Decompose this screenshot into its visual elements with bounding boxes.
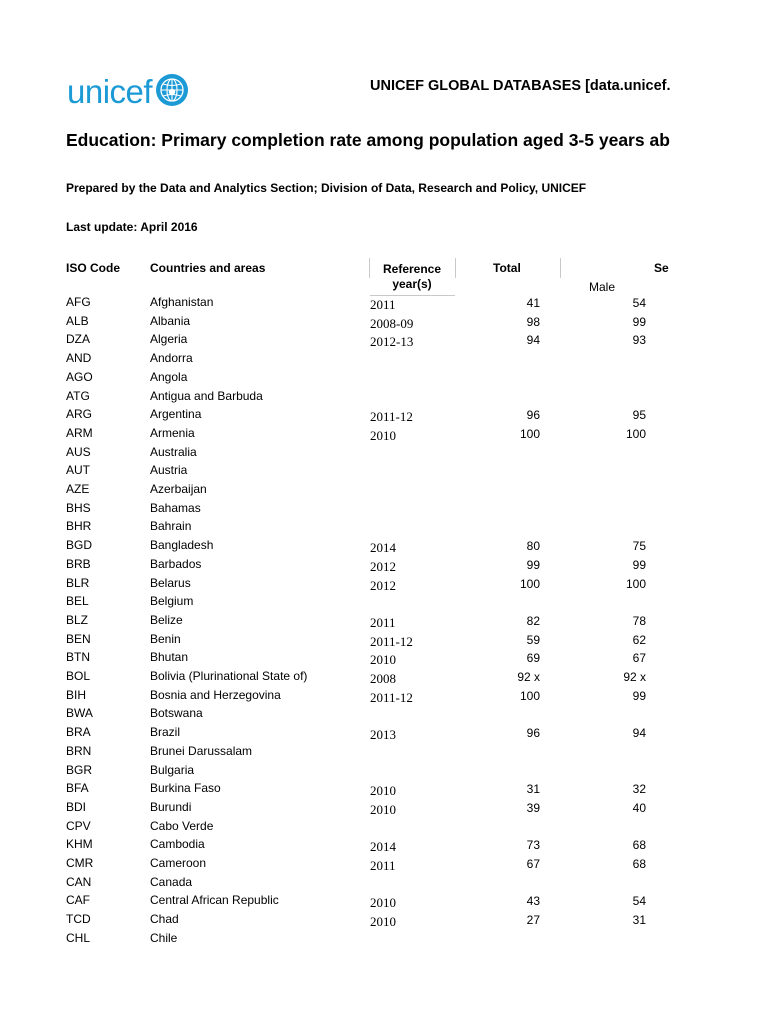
- country-cell: Bosnia and Herzegovina: [150, 687, 281, 702]
- male-cell: 54: [632, 894, 646, 909]
- iso-cell: BDI: [66, 799, 87, 814]
- country-cell: Brunei Darussalam: [150, 743, 253, 758]
- total-cell: 69: [526, 651, 540, 666]
- male-cell: 99: [632, 314, 646, 329]
- reference-year-cell: 2012: [370, 558, 396, 574]
- iso-cell: BEN: [66, 631, 91, 646]
- country-cell: Austria: [150, 463, 188, 478]
- table-row: [0, 818, 768, 837]
- total-cell: 100: [519, 688, 540, 703]
- country-cell: Argentina: [150, 407, 202, 422]
- country-cell: Cabo Verde: [150, 818, 214, 833]
- table-row: [0, 425, 768, 444]
- country-cell: Belize: [150, 612, 183, 627]
- iso-cell: BRA: [66, 725, 91, 740]
- column-header-sex: Se: [654, 261, 669, 275]
- total-cell: 59: [526, 632, 540, 647]
- male-cell: 100: [625, 426, 646, 441]
- country-cell: Cambodia: [150, 837, 205, 852]
- total-cell: 92 x: [517, 670, 540, 684]
- country-cell: Afghanistan: [150, 295, 214, 309]
- iso-cell: BRN: [66, 743, 92, 758]
- reference-year-cell: 2010: [370, 801, 396, 817]
- header-divider: [455, 258, 456, 278]
- total-cell: 39: [526, 800, 540, 815]
- column-header-reference-1: Reference: [382, 262, 442, 276]
- total-cell: 98: [526, 314, 540, 329]
- table-row: [0, 612, 768, 631]
- country-cell: Algeria: [150, 332, 188, 347]
- reference-year-cell: 2011-12: [370, 689, 413, 705]
- table-row: [0, 743, 768, 762]
- table-row: [0, 406, 768, 425]
- table-row: [0, 668, 768, 687]
- iso-cell: AFG: [66, 295, 91, 309]
- table-row: [0, 537, 768, 556]
- country-cell: Burkina Faso: [150, 781, 221, 796]
- male-cell: 68: [632, 857, 646, 871]
- reference-year-cell: 2012: [370, 577, 396, 593]
- column-header-iso: ISO Code: [66, 261, 121, 275]
- table-row: [0, 762, 768, 781]
- male-cell: 75: [632, 539, 646, 554]
- logo-wordmark: unicef: [67, 73, 153, 110]
- table-row: [0, 575, 768, 594]
- reference-year-cell: 2008-09: [370, 315, 414, 331]
- reference-year-cell: 2011-12: [370, 633, 413, 649]
- total-cell: 67: [526, 857, 540, 871]
- total-cell: 43: [526, 894, 540, 909]
- total-cell: 99: [526, 557, 540, 572]
- table-row: [0, 593, 768, 612]
- male-cell: 54: [632, 296, 646, 310]
- iso-cell: ALB: [66, 313, 89, 328]
- male-cell: 92 x: [623, 670, 646, 684]
- male-cell: 100: [625, 576, 646, 591]
- reference-year-cell: 2011: [370, 614, 396, 630]
- iso-cell: AGO: [66, 369, 93, 384]
- country-cell: Bahamas: [150, 500, 201, 515]
- table-row: [0, 930, 768, 949]
- male-cell: 99: [632, 557, 646, 572]
- column-header-reference-2: year(s): [392, 277, 432, 291]
- country-cell: Barbados: [150, 556, 202, 571]
- iso-cell: BGR: [66, 762, 93, 777]
- iso-cell: BRB: [66, 556, 91, 571]
- iso-cell: CPV: [66, 818, 91, 833]
- table-row: [0, 462, 768, 481]
- iso-cell: BGD: [66, 538, 93, 553]
- unicef-logo: [67, 70, 190, 114]
- table-row: [0, 294, 768, 313]
- iso-cell: KHM: [66, 837, 93, 852]
- reference-year-cell: 2011: [370, 297, 396, 312]
- database-title: UNICEF GLOBAL DATABASES [data.unicef.: [370, 78, 671, 94]
- country-cell: Brazil: [150, 725, 181, 740]
- table-row: [0, 836, 768, 855]
- table-row: [0, 724, 768, 743]
- total-cell: 31: [526, 782, 540, 797]
- table-row: [0, 518, 768, 537]
- total-cell: 73: [526, 838, 540, 853]
- iso-cell: CHL: [66, 930, 91, 945]
- male-cell: 93: [632, 333, 646, 348]
- country-cell: Bolivia (Plurinational State of): [150, 669, 308, 683]
- iso-cell: DZA: [66, 332, 90, 347]
- iso-cell: BEL: [66, 594, 89, 609]
- table-row: [0, 331, 768, 350]
- country-cell: Botswana: [150, 706, 203, 721]
- table-row: [0, 350, 768, 369]
- male-cell: 94: [632, 726, 646, 741]
- reference-year-cell: 2013: [370, 727, 396, 743]
- reference-year-cell: 2012-13: [370, 334, 414, 350]
- table-row: [0, 687, 768, 706]
- header-divider: [369, 258, 370, 278]
- table-row: [0, 892, 768, 911]
- country-cell: Benin: [150, 631, 181, 646]
- male-cell: 99: [632, 688, 646, 703]
- column-header-total: Total: [493, 261, 521, 275]
- iso-cell: BLZ: [66, 612, 89, 627]
- reference-year-cell: 2014: [370, 540, 396, 556]
- table-row: [0, 444, 768, 463]
- male-cell: 31: [632, 913, 646, 928]
- country-cell: Armenia: [150, 425, 195, 440]
- male-cell: 62: [632, 632, 646, 647]
- iso-cell: CMR: [66, 856, 94, 870]
- table-row: [0, 855, 768, 874]
- column-header-male: Male: [589, 280, 616, 294]
- total-cell: 82: [526, 613, 540, 628]
- reference-year-cell: 2011-12: [370, 409, 413, 425]
- table-row: [0, 556, 768, 575]
- total-cell: 96: [526, 408, 540, 423]
- unicef-globe-icon: [154, 72, 190, 113]
- iso-cell: ATG: [66, 388, 90, 403]
- table-row: [0, 481, 768, 500]
- header-divider: [560, 258, 561, 278]
- male-cell: 68: [632, 838, 646, 853]
- total-cell: 41: [526, 296, 540, 310]
- total-cell: 94: [526, 333, 540, 348]
- reference-year-cell: 2010: [370, 652, 396, 668]
- iso-cell: BFA: [66, 781, 89, 796]
- country-cell: Bulgaria: [150, 762, 195, 777]
- country-cell: Antigua and Barbuda: [150, 388, 263, 403]
- iso-cell: ARM: [66, 425, 93, 440]
- iso-cell: AUT: [66, 463, 90, 478]
- iso-cell: CAF: [66, 893, 90, 908]
- country-cell: Chile: [150, 930, 178, 945]
- iso-cell: BIH: [66, 687, 87, 702]
- country-cell: Bhutan: [150, 650, 189, 665]
- table-row: [0, 780, 768, 799]
- country-cell: Burundi: [150, 799, 192, 814]
- iso-cell: BOL: [66, 669, 91, 683]
- country-cell: Central African Republic: [150, 893, 279, 908]
- table-row: [0, 799, 768, 818]
- table-row: [0, 649, 768, 668]
- table-row: [0, 874, 768, 893]
- country-cell: Belgium: [150, 594, 194, 609]
- iso-cell: AZE: [66, 482, 90, 496]
- last-update-note: Last update: April 2016: [66, 220, 198, 234]
- male-cell: 32: [632, 782, 646, 797]
- table-row: [0, 500, 768, 519]
- reference-year-cell: 2014: [370, 839, 396, 855]
- country-cell: Bangladesh: [150, 538, 214, 553]
- iso-cell: BHR: [66, 519, 92, 534]
- table-row: [0, 911, 768, 930]
- total-cell: 100: [519, 426, 540, 441]
- reference-year-cell: 2008: [370, 671, 396, 686]
- total-cell: 96: [526, 726, 540, 741]
- total-cell: 100: [519, 576, 540, 591]
- country-cell: Azerbaijan: [150, 482, 207, 496]
- iso-cell: ARG: [66, 407, 93, 422]
- reference-year-cell: 2011: [370, 858, 396, 873]
- iso-cell: AUS: [66, 444, 91, 459]
- table-row: [0, 631, 768, 650]
- reference-year-cell: 2010: [370, 427, 396, 443]
- reference-year-cell: 2010: [370, 895, 396, 911]
- iso-cell: BHS: [66, 500, 91, 515]
- country-cell: Belarus: [150, 575, 191, 590]
- total-cell: 80: [526, 539, 540, 554]
- male-cell: 95: [632, 408, 646, 423]
- iso-cell: AND: [66, 351, 92, 366]
- total-cell: 27: [526, 913, 540, 928]
- reference-year-cell: 2010: [370, 914, 396, 930]
- table-row: [0, 369, 768, 388]
- page-title: Education: Primary completion rate among population aged 3-5 years ab: [66, 130, 670, 150]
- male-cell: 67: [632, 651, 646, 666]
- table-row: [0, 313, 768, 332]
- country-cell: Albania: [150, 313, 191, 328]
- male-cell: 78: [632, 613, 646, 628]
- male-cell: 40: [632, 800, 646, 815]
- table-row: [0, 388, 768, 407]
- iso-cell: BLR: [66, 575, 90, 590]
- country-cell: Canada: [150, 874, 193, 889]
- country-cell: Bahrain: [150, 519, 192, 534]
- prepared-by-note: Prepared by the Data and Analytics Section; Division of Data, Research and Policy, UNICEF: [66, 181, 587, 195]
- iso-cell: CAN: [66, 874, 92, 889]
- country-cell: Cameroon: [150, 856, 207, 870]
- country-cell: Angola: [150, 369, 188, 384]
- country-cell: Andorra: [150, 351, 193, 366]
- iso-cell: BTN: [66, 650, 90, 665]
- table-row: [0, 705, 768, 724]
- reference-year-cell: 2010: [370, 783, 396, 799]
- country-cell: Chad: [150, 912, 179, 927]
- column-header-country: Countries and areas: [150, 261, 266, 275]
- iso-cell: BWA: [66, 706, 93, 721]
- country-cell: Australia: [150, 444, 197, 459]
- iso-cell: TCD: [66, 912, 91, 927]
